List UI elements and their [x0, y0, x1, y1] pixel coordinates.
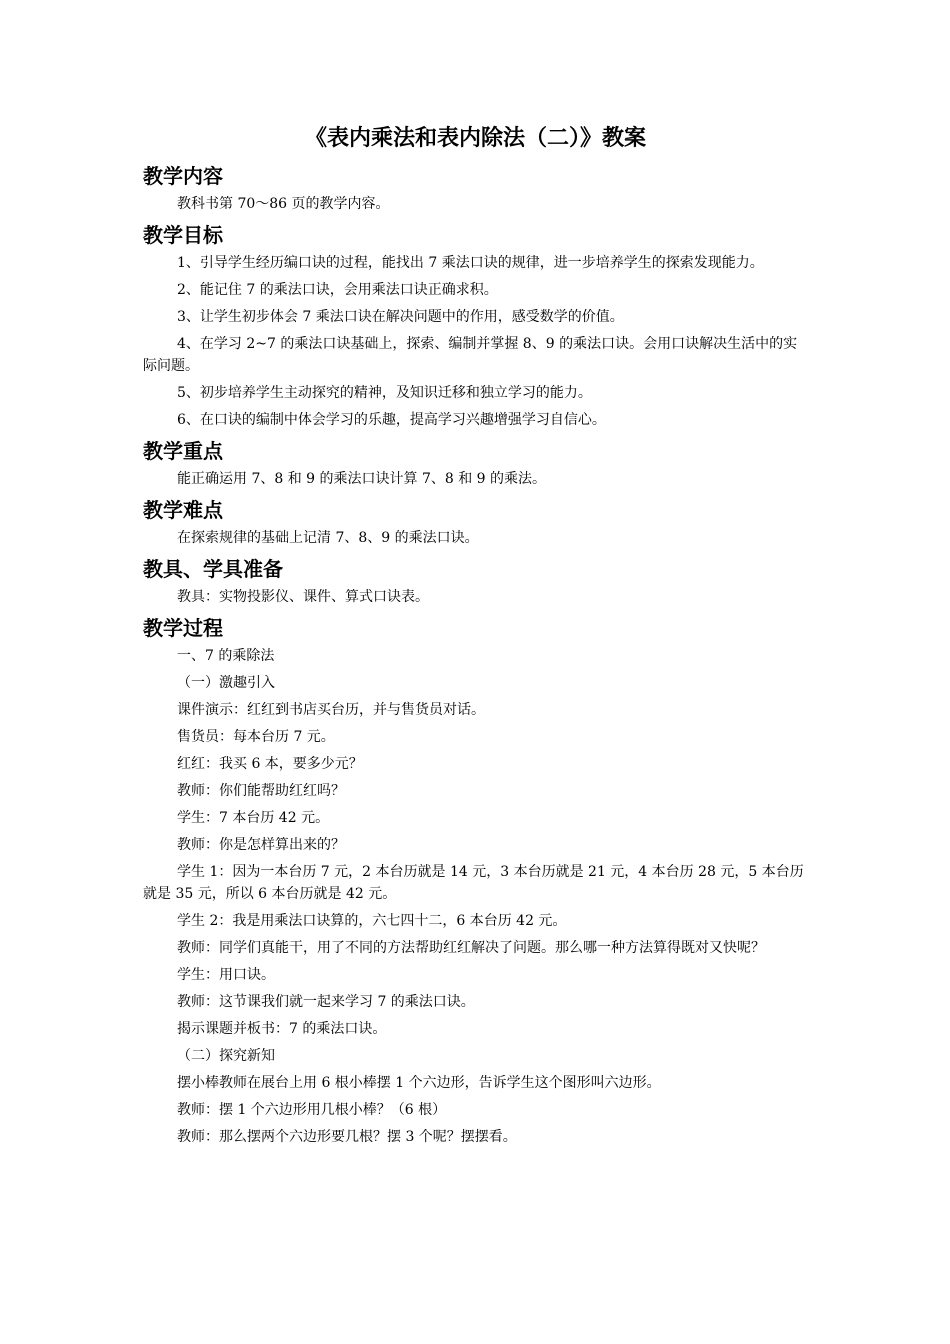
- process-line: （一）激趣引入: [177, 675, 275, 691]
- heading-keypoints: 教学重点: [143, 439, 223, 463]
- goal-item: 2、能记住 7 的乘法口诀，会用乘法口诀正确求积。: [177, 282, 498, 298]
- document-page: [143, 122, 808, 1153]
- goal-item: 1、引导学生经历编口诀的过程，能找出 7 乘法口诀的规律，进一步培养学生的探索发现能力。: [177, 255, 764, 271]
- process-line: 教师：同学们真能干，用了不同的方法帮助红红解决了问题。那么哪一种方法算得既对又快呢？: [177, 940, 765, 956]
- process-line: 教师：这节课我们就一起来学习 7 的乘法口诀。: [177, 994, 475, 1010]
- process-line: 教师：摆 1 个六边形用几根小棒？（6 根）: [177, 1102, 447, 1118]
- heading-difficulties: 教学难点: [143, 498, 223, 522]
- process-line: 教师：那么摆两个六边形要几根？摆 3 个呢？摆摆看。: [177, 1129, 517, 1145]
- heading-goals: 教学目标: [143, 223, 223, 247]
- goal-item: 5、初步培养学生主动探究的精神，及知识迁移和独立学习的能力。: [177, 385, 592, 401]
- document-title: 《表内乘法和表内除法（二）》教案: [304, 126, 646, 151]
- process-line: 教师：你们能帮助红红吗？: [177, 783, 345, 799]
- heading-process: 教学过程: [143, 616, 223, 640]
- process-line: 学生：7 本台历 42 元。: [177, 810, 330, 826]
- process-line: 教师：你是怎样算出来的？: [177, 837, 345, 853]
- process-line: 课件演示：红红到书店买台历，并与售货员对话。: [177, 702, 485, 718]
- heading-tools: 教具、学具准备: [143, 557, 283, 581]
- process-line: （二）探究新知: [177, 1048, 275, 1064]
- process-line: 学生：用口诀。: [177, 967, 275, 983]
- goal-item: 3、让学生初步体会 7 乘法口诀在解决问题中的作用，感受数学的价值。: [177, 309, 624, 325]
- keypoints-text: 能正确运用 7、8 和 9 的乘法口诀计算 7、8 和 9 的乘法。: [177, 471, 547, 487]
- goals-list: [143, 252, 808, 431]
- process-line: 一、7 的乘除法: [177, 648, 275, 664]
- process-line: 红红：我买 6 本，要多少元？: [177, 756, 363, 772]
- goal-item: 6、在口诀的编制中体会学习的乐趣，提高学习兴趣增强学习自信心。: [177, 412, 606, 428]
- process-line: 售货员：每本台历 7 元。: [177, 729, 335, 745]
- process-line: 揭示课题并板书：7 的乘法口诀。: [177, 1021, 387, 1037]
- process-line: 学生 1：因为一本台历 7 元，2 本台历就是 14 元，3 本台历就是 21 元，4 本台历 28 元，5 本台历就是 35 元，所以 6 本台历就是 42 元。: [143, 864, 804, 902]
- goal-item: 4、在学习 2~7 的乘法口诀基础上，探索、编制并掌握 8、9 的乘法口诀。会用口诀解决生活中的实际问题。: [143, 336, 798, 374]
- tools-text: 教具：实物投影仪、课件、算式口诀表。: [177, 589, 429, 605]
- heading-content: 教学内容: [143, 164, 223, 188]
- process-lines: [143, 645, 808, 1148]
- content-text: 教科书第 70～86 页的教学内容。: [177, 196, 390, 212]
- process-line: 摆小棒教师在展台上用 6 根小棒摆 1 个六边形，告诉学生这个图形叫六边形。: [177, 1075, 661, 1091]
- process-line: 学生 2：我是用乘法口诀算的，六七四十二，6 本台历 42 元。: [177, 913, 567, 929]
- difficulties-text: 在探索规律的基础上记清 7、8、9 的乘法口诀。: [177, 530, 479, 546]
